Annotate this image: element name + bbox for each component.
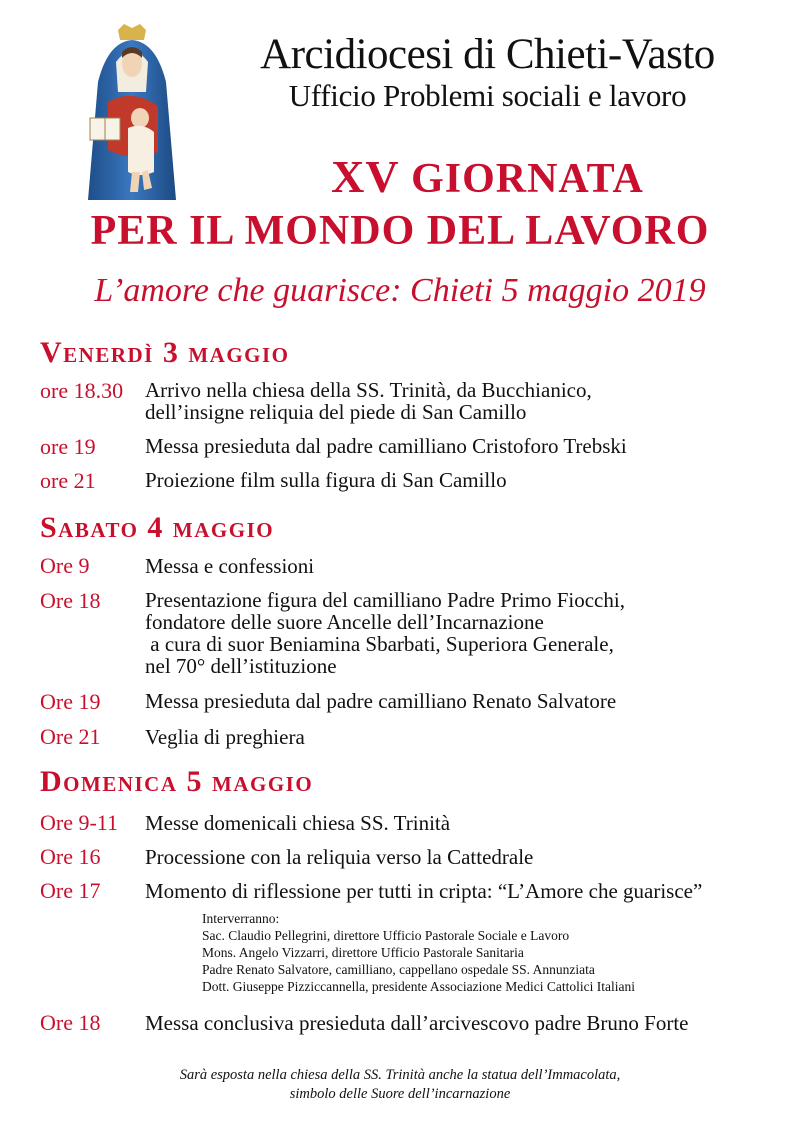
event-description: Messe domenicali chiesa SS. Trinità xyxy=(145,811,451,835)
event-description: Presentazione figura del camilliano Padre Primo Fiocchi, fondatore delle suore Ancelle dell’Incarnazione a cura di suor Beniamina Sbarbati, Superiora Generale, nel 70° dell’istituzione xyxy=(145,588,625,678)
archdiocese-name: Arcidiocesi di Chieti-Vasto xyxy=(260,31,715,78)
event-description: Messa e confessioni xyxy=(145,554,315,578)
event-title-line2: PER IL MONDO DEL LAVORO xyxy=(90,208,710,254)
event-subtitle: L’amore che guarisce: Chieti 5 maggio 2019 xyxy=(94,272,706,309)
event-description: Momento di riflessione per tutti in cripta: “L’Amore che guarisce” xyxy=(145,879,703,903)
event-title-line1 xyxy=(200,150,775,203)
office-name: Ufficio Problemi sociali e lavoro xyxy=(288,78,687,113)
event-description: Arrivo nella chiesa della SS. Trinità, da Bucchianico, dell’insigne reliquia del piede di San Camillo xyxy=(145,378,592,424)
event-time: Ore 18 xyxy=(40,1010,101,1035)
event-time: ore 19 xyxy=(40,434,96,459)
event-time: Ore 9 xyxy=(40,553,90,578)
speakers-list xyxy=(202,910,635,995)
event-time: Ore 16 xyxy=(40,844,101,869)
event-time: ore 21 xyxy=(40,468,96,493)
event-time: Ore 19 xyxy=(40,689,101,714)
event-description: Proiezione film sulla figura di San Camillo xyxy=(145,468,507,492)
event-description: Messa presieduta dal padre camilliano Cristoforo Trebski xyxy=(145,434,627,458)
event-description: Messa conclusiva presieduta dall’arcivescovo padre Bruno Forte xyxy=(145,1011,689,1035)
speaker: Sac. Claudio Pellegrini, direttore Ufficio Pastorale Sociale e Lavoro xyxy=(202,928,570,943)
speakers-heading: Interverranno: xyxy=(202,911,280,926)
event-title-word: GIORNATA xyxy=(399,156,644,202)
event-description: Veglia di preghiera xyxy=(145,725,305,749)
event-time: Ore 9-11 xyxy=(40,810,118,835)
event-time: Ore 17 xyxy=(40,878,101,903)
event-time: ore 18.30 xyxy=(40,378,124,403)
speaker: Padre Renato Salvatore, camilliano, cappellano ospedale SS. Annunziata xyxy=(202,962,595,977)
event-time: Ore 21 xyxy=(40,724,101,749)
event-description: Messa presieduta dal padre camilliano Renato Salvatore xyxy=(145,689,617,713)
edition-number: XV xyxy=(331,151,400,202)
event-time: Ore 18 xyxy=(40,588,101,613)
day-heading-friday: Venerdì 3 maggio xyxy=(40,336,290,369)
speaker: Dott. Giuseppe Pizziccannella, presidente Associazione Medici Cattolici Italiani xyxy=(202,979,635,994)
day-heading-saturday: Sabato 4 maggio xyxy=(40,511,275,544)
event-description: Processione con la reliquia verso la Cattedrale xyxy=(145,845,534,869)
madonna-statue-image xyxy=(78,22,186,204)
footer-note: Sarà esposta nella chiesa della SS. Trinità anche la statua dell’Immacolata, simbolo delle Suore dell’incarnazione xyxy=(179,1067,621,1102)
day-heading-sunday: Domenica 5 maggio xyxy=(40,765,314,798)
speaker: Mons. Angelo Vizzarri, direttore Ufficio Pastorale Sanitaria xyxy=(202,945,524,960)
